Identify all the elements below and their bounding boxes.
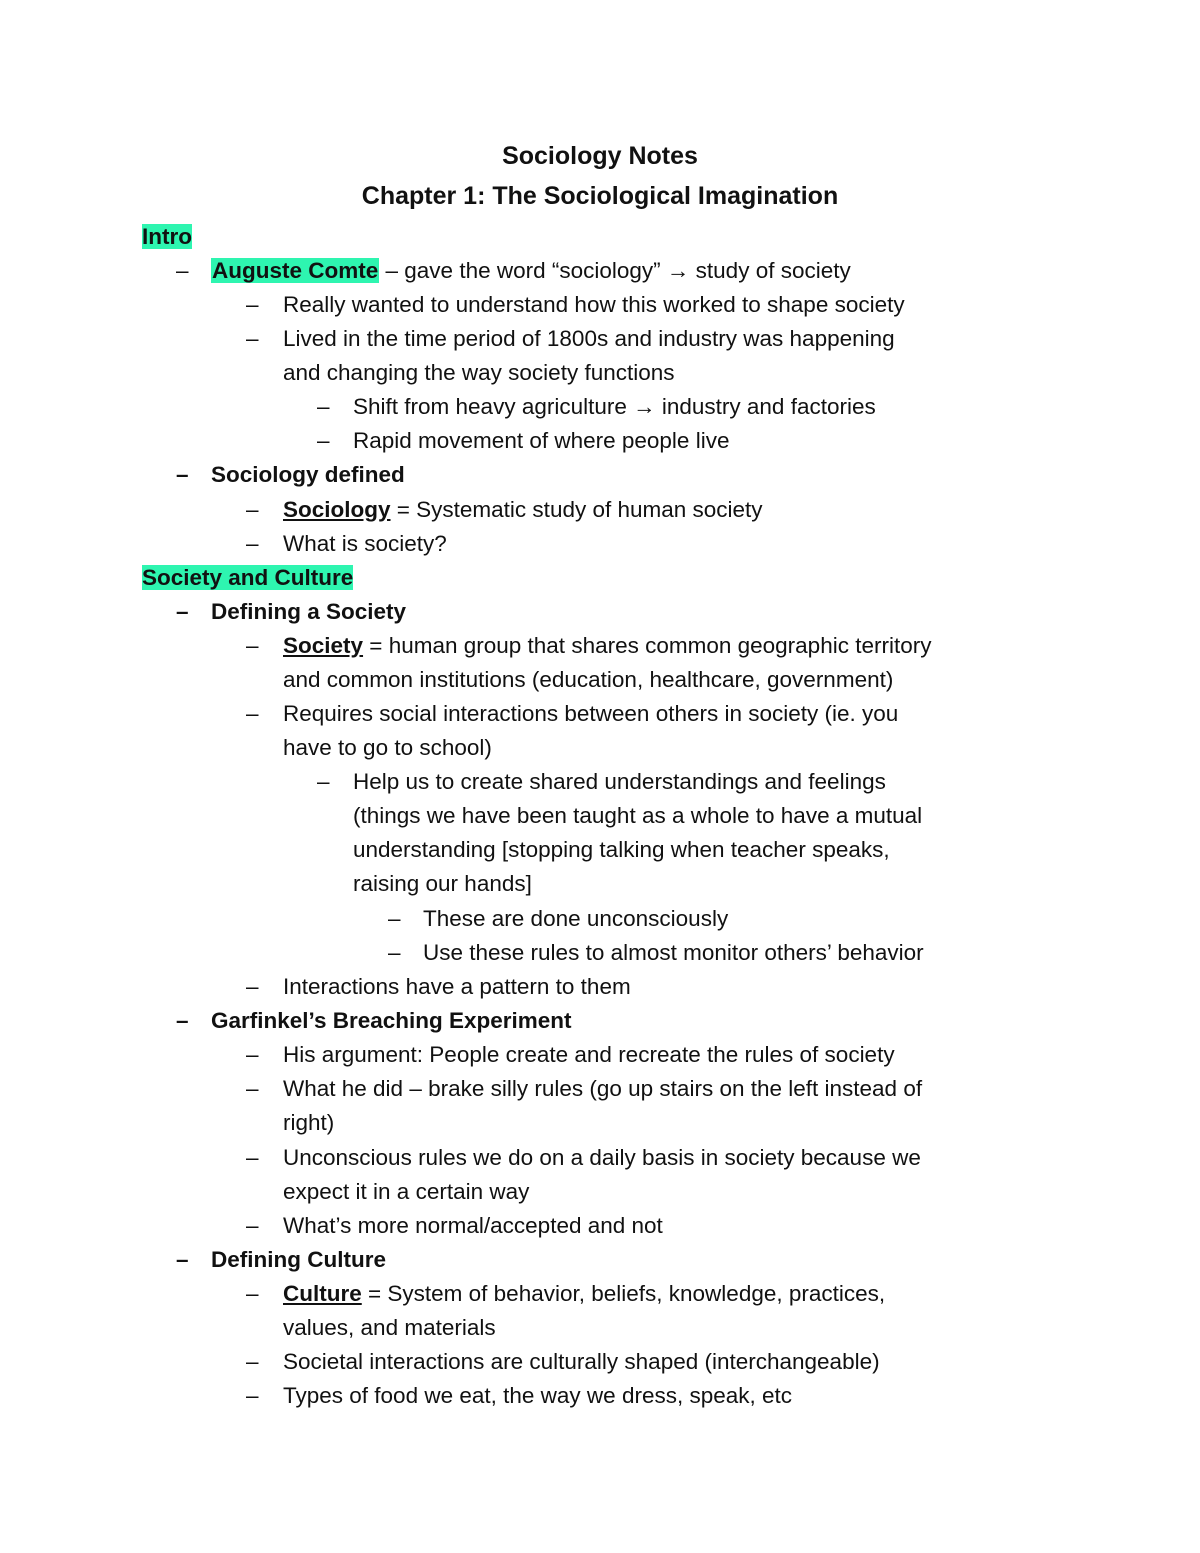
bullet-dash: – <box>246 1383 259 1408</box>
chapter-title: Chapter 1: The Sociological Imagination <box>361 182 839 210</box>
bullet-dash: – <box>176 1247 189 1272</box>
bullet-dash: – <box>388 906 401 931</box>
bullet-dash: – <box>246 974 259 999</box>
list-item-continuation: values, and materials <box>283 1315 496 1340</box>
section-heading-intro: Intro <box>142 224 192 249</box>
bullet-dash: – <box>246 1213 259 1238</box>
bullet-dash: – <box>317 428 330 453</box>
bullet-dash: – <box>388 940 401 965</box>
bullet-dash: – <box>176 462 189 487</box>
list-item: Lived in the time period of 1800s and industry was happening <box>283 326 895 351</box>
list-item-continuation: raising our hands] <box>353 871 532 896</box>
highlight-term: Auguste Comte <box>212 258 379 283</box>
list-item: What’s more normal/accepted and not <box>283 1213 663 1238</box>
bullet-dash: – <box>246 531 259 556</box>
list-item-comte: Auguste Comte – gave the word “sociology” → study of society <box>212 258 851 283</box>
bullet-dash: – <box>246 633 259 658</box>
bullet-dash: – <box>246 1349 259 1374</box>
list-item: Societal interactions are culturally shaped (interchangeable) <box>283 1349 880 1374</box>
list-item-definition: Sociology = Systematic study of human society <box>283 497 763 522</box>
defined-term: Society <box>283 633 364 658</box>
list-item-continuation: and changing the way society functions <box>283 360 675 385</box>
list-item-continuation: and common institutions (education, healthcare, government) <box>283 667 894 692</box>
bullet-dash: – <box>246 497 259 522</box>
bullet-dash: – <box>317 394 330 419</box>
defined-term: Sociology <box>283 497 391 522</box>
list-item: Shift from heavy agriculture → industry and factories <box>353 394 876 419</box>
list-item: Really wanted to understand how this worked to shape society <box>283 292 905 317</box>
section-heading-society-culture: Society and Culture <box>142 565 354 590</box>
list-item-continuation: right) <box>283 1110 335 1135</box>
list-item-continuation: understanding [stopping talking when teacher speaks, <box>353 837 890 862</box>
bullet-dash: – <box>246 326 259 351</box>
bullet-dash: – <box>176 1008 189 1033</box>
bullet-dash: – <box>176 258 189 283</box>
list-item: His argument: People create and recreate the rules of society <box>283 1042 895 1067</box>
list-item: What is society? <box>283 531 447 556</box>
list-item: Requires social interactions between others in society (ie. you <box>283 701 899 726</box>
list-item: Use these rules to almost monitor others’ behavior <box>423 940 924 965</box>
bullet-dash: – <box>176 599 189 624</box>
list-item: What he did – brake silly rules (go up stairs on the left instead of <box>283 1076 923 1101</box>
bullet-dash: – <box>246 1042 259 1067</box>
subheading-garfinkel: Garfinkel’s Breaching Experiment <box>211 1008 572 1033</box>
list-item-continuation: (things we have been taught as a whole to have a mutual <box>353 803 923 828</box>
list-item: Interactions have a pattern to them <box>283 974 631 999</box>
list-item: Rapid movement of where people live <box>353 428 730 453</box>
bullet-dash: – <box>246 1145 259 1170</box>
defined-term: Culture <box>283 1281 362 1306</box>
list-item-definition: Society = human group that shares common geographic territory <box>283 633 932 658</box>
list-item: Types of food we eat, the way we dress, speak, etc <box>283 1383 793 1408</box>
subheading-sociology-defined: Sociology defined <box>211 462 405 487</box>
bullet-dash: – <box>246 292 259 317</box>
subheading-defining-culture: Defining Culture <box>211 1247 386 1272</box>
list-item: Unconscious rules we do on a daily basis in society because we <box>283 1145 921 1170</box>
bullet-dash: – <box>246 701 259 726</box>
bullet-dash: – <box>246 1281 259 1306</box>
list-item-definition: Culture = System of behavior, beliefs, knowledge, practices, <box>283 1281 886 1306</box>
bullet-dash: – <box>246 1076 259 1101</box>
subheading-defining-society: Defining a Society <box>211 599 407 624</box>
list-item: These are done unconsciously <box>423 906 729 931</box>
page-title: Sociology Notes <box>502 142 698 170</box>
list-item-continuation: have to go to school) <box>283 735 492 760</box>
list-item: Help us to create shared understandings and feelings <box>353 769 886 794</box>
list-item-continuation: expect it in a certain way <box>283 1179 530 1204</box>
bullet-dash: – <box>317 769 330 794</box>
